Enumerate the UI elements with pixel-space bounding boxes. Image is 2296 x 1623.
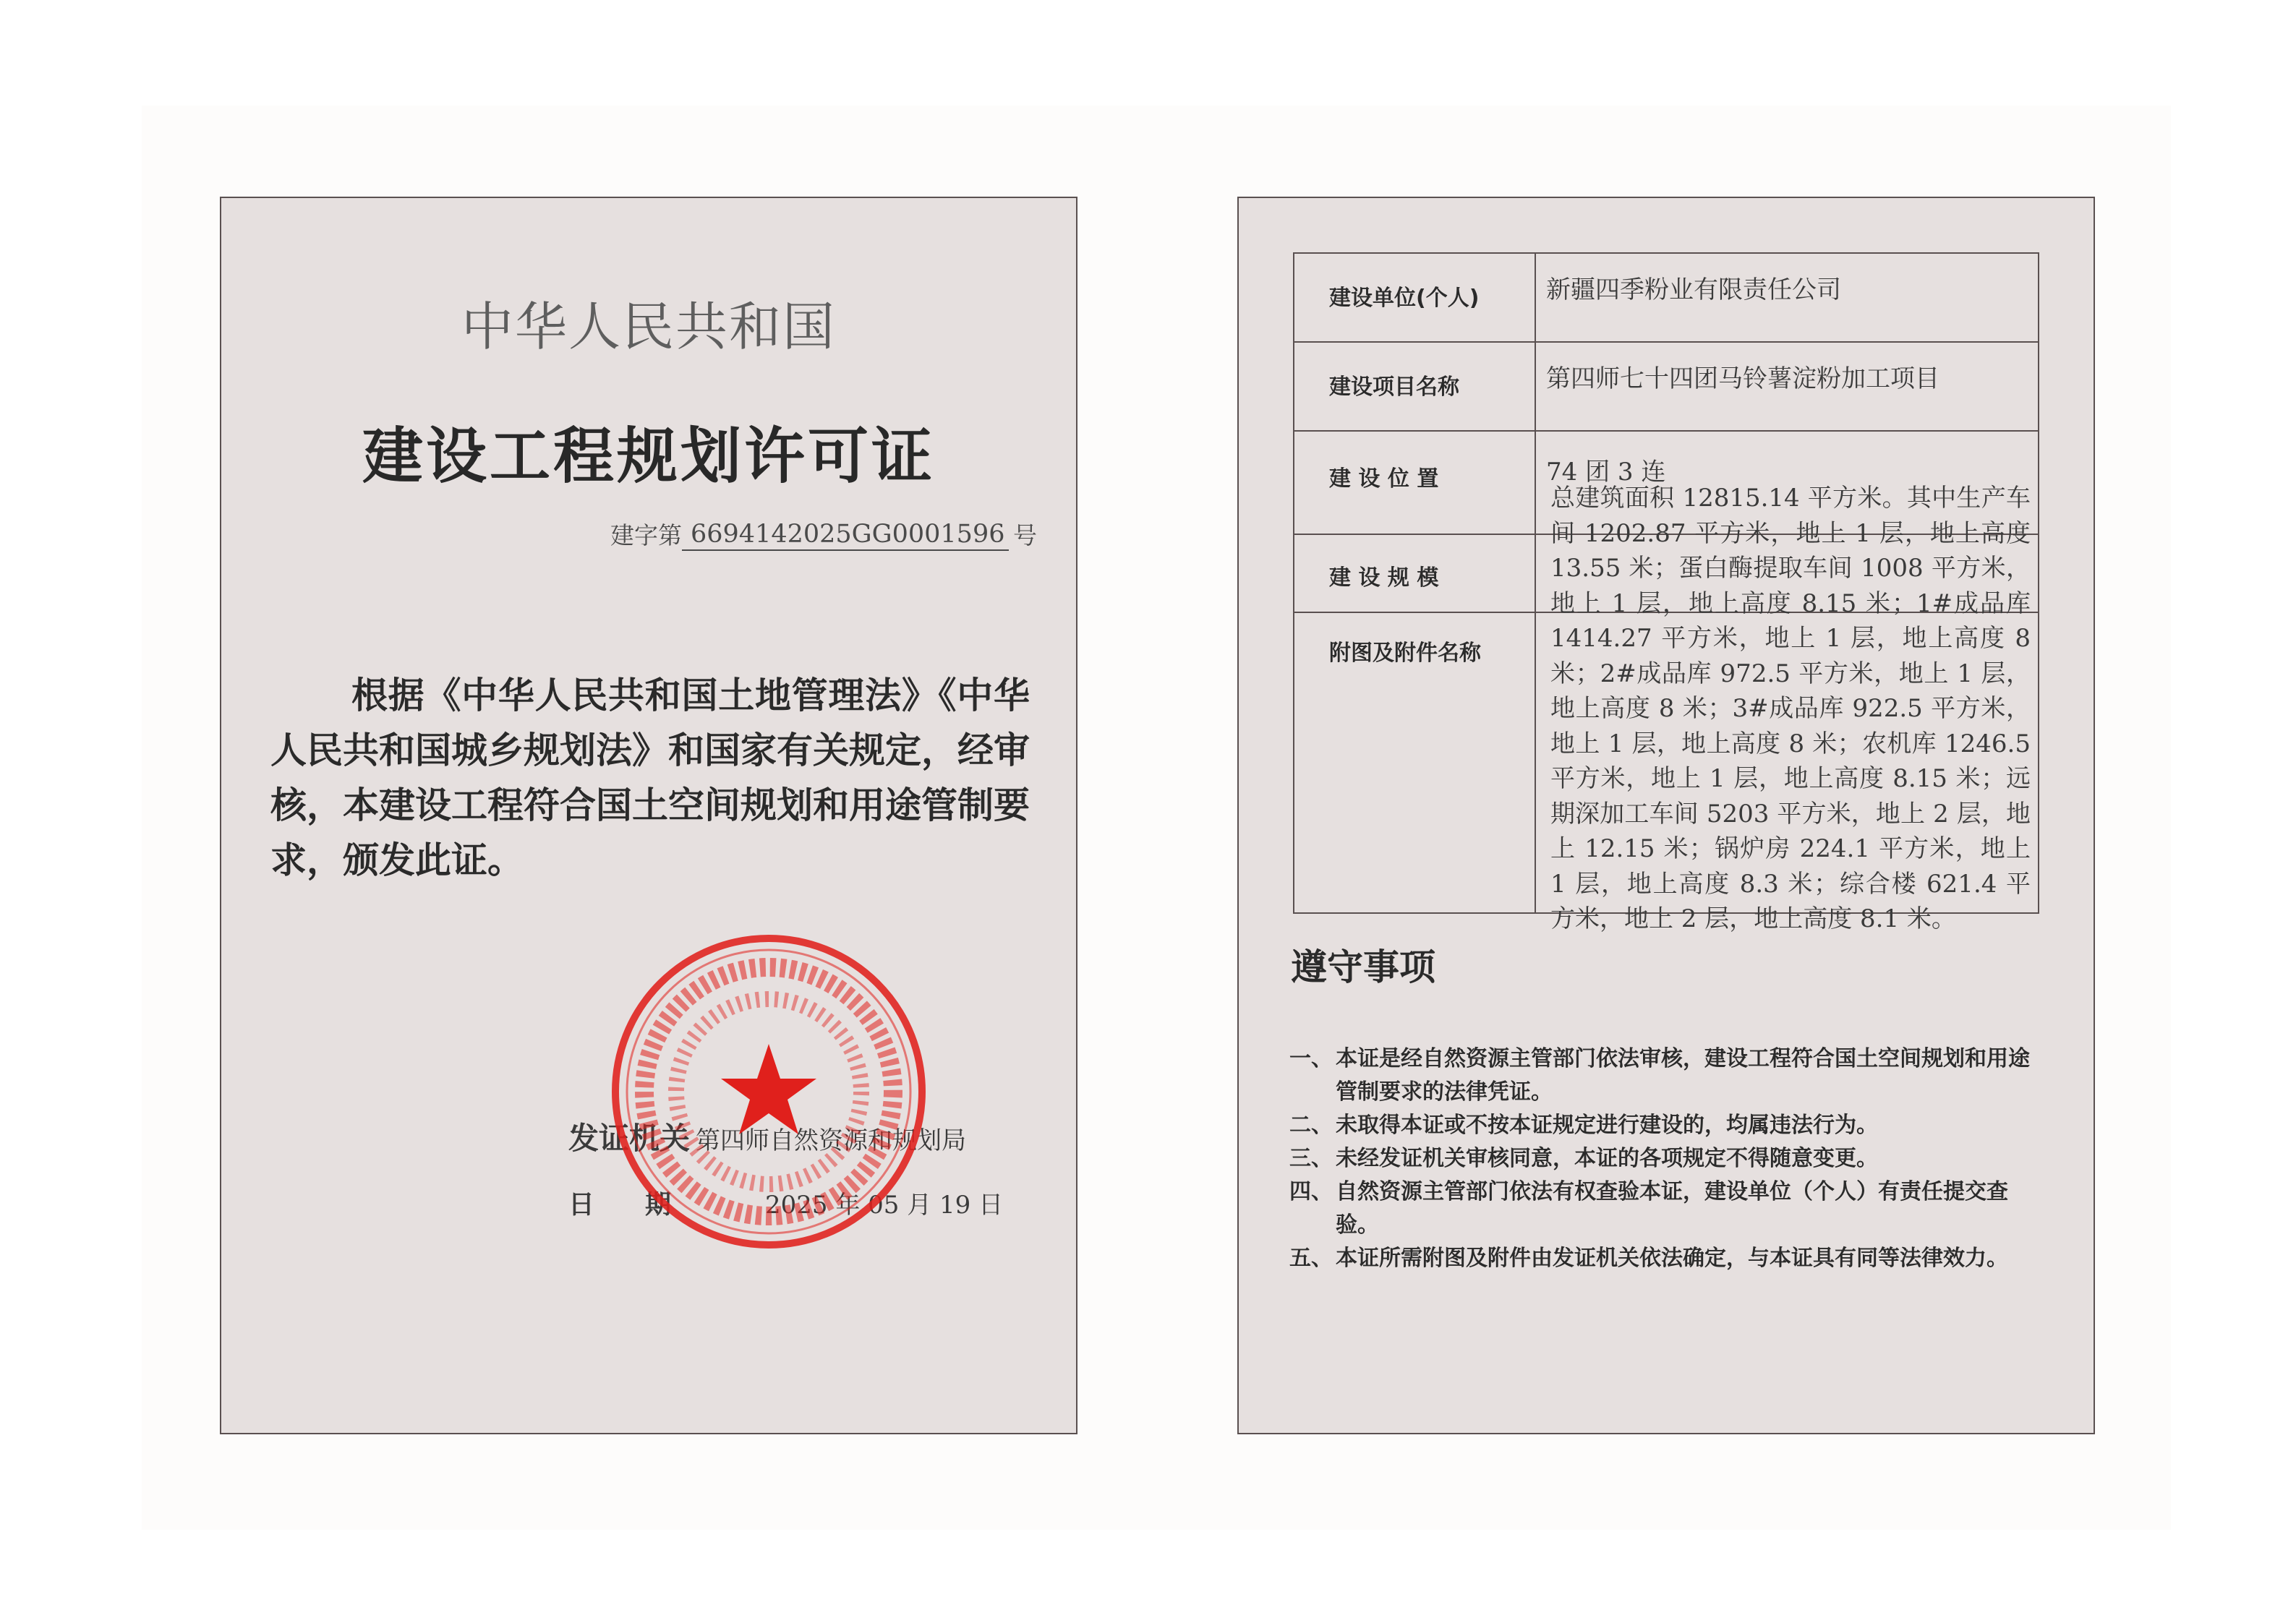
notice-list — [1289, 1042, 2041, 1275]
list-item — [1289, 1242, 2041, 1275]
notice-text: 本证是经自然资源主管部门依法审核，建设工程符合国土空间规划和用途管制要求的法律凭证。 — [1336, 1046, 2030, 1105]
notice-heading: 遵守事项 — [1291, 946, 1435, 988]
table-row — [1294, 253, 2039, 342]
date-value: 2025 年 05 月 19 日 — [765, 1191, 1004, 1220]
certificate-cover-page — [220, 197, 1077, 1434]
notice-text: 自然资源主管部门依法有权查验本证，建设单位（个人）有责任提交查验。 — [1336, 1179, 2008, 1238]
row-value-location: 74 团 3 连 — [1535, 431, 2039, 534]
notice-number: 五、 — [1289, 1246, 1333, 1271]
row-label-attachments: 附图及附件名称 — [1294, 612, 1535, 913]
official-seal-stamp — [607, 930, 931, 1254]
row-value-builder: 新疆四季粉业有限责任公司 — [1535, 253, 2039, 342]
row-label-location: 建 设 位 置 — [1294, 431, 1535, 534]
certificate-number-value: 6694142025GG0001596 — [682, 519, 1009, 551]
issuer-label: 发证机关 — [568, 1121, 691, 1156]
list-item — [1289, 1142, 2041, 1176]
notice-number: 二、 — [1289, 1113, 1333, 1138]
row-value-project-name: 第四师七十四团马铃薯淀粉加工项目 — [1535, 342, 2039, 431]
date-label: 日期 — [568, 1190, 722, 1220]
certificate-body-text: 根据《中华人民共和国土地管理法》《中华人民共和国城乡规划法》和国家有关规定，经审核，本建设工程符合国土空间规划和用途管制要求，颁发此证。 — [270, 675, 1030, 881]
notice-number: 三、 — [1289, 1146, 1333, 1171]
notice-number: 四、 — [1289, 1179, 1333, 1204]
list-item — [1289, 1109, 2041, 1142]
row-label-builder: 建设单位(个人) — [1294, 253, 1535, 342]
issuer-name: 第四师自然资源和规划局 — [696, 1126, 967, 1155]
list-item — [1289, 1176, 2041, 1242]
country-name: 中华人民共和国 — [461, 296, 836, 357]
notice-text: 本证所需附图及附件由发证机关依法确定，与本证具有同等法律效力。 — [1336, 1246, 2008, 1271]
notice-text: 未经发证机关审核同意，本证的各项规定不得随意变更。 — [1336, 1146, 1878, 1171]
seal-star-icon — [721, 1044, 816, 1134]
list-item — [1289, 1042, 2041, 1109]
row-label-project-name: 建设项目名称 — [1294, 342, 1535, 431]
construction-scale-text: 总建筑面积 12815.14 平方米。其中生产车间 1202.87 平方米，地上 1 层，地上高度 13.55 米；蛋白酶提取车间 1008 平方米，地上 1 层，地上高度 8.15 米；1#成品库 1414.27 平方米，地上 1 层，地上高度 8 米；2#成品库 972.5 平方米，地上 1 层，地上高度 8 米；3#成品库 922.5 平方米，地上 1 层，地上高度 8 米；农机库 1246.5 平方米，地上 1 层，地上高度 8.15 米；远期深加工车间 5203 平方米，地上 2 层，地上 12.15 米；锅炉房 224.1 平方米，地上 1 层，地上高度 8.3 米；综合楼 621.4 平方米，地上 2 层，地上高度 8.1 米。 — [1550, 484, 2031, 933]
notice-text: 未取得本证或不按本证规定进行建设的，均属违法行为。 — [1336, 1113, 1878, 1138]
certificate-number-suffix: 号 — [1013, 521, 1037, 549]
table-row — [1294, 342, 2039, 431]
certificate-details-page — [1237, 197, 2095, 1434]
certificate-number-prefix: 建字第 — [610, 521, 682, 549]
notice-number: 一、 — [1289, 1046, 1333, 1071]
certificate-title: 建设工程规划许可证 — [362, 421, 935, 492]
certificate-number — [610, 517, 1037, 551]
row-label-scale: 建 设 规 模 — [1294, 534, 1535, 612]
